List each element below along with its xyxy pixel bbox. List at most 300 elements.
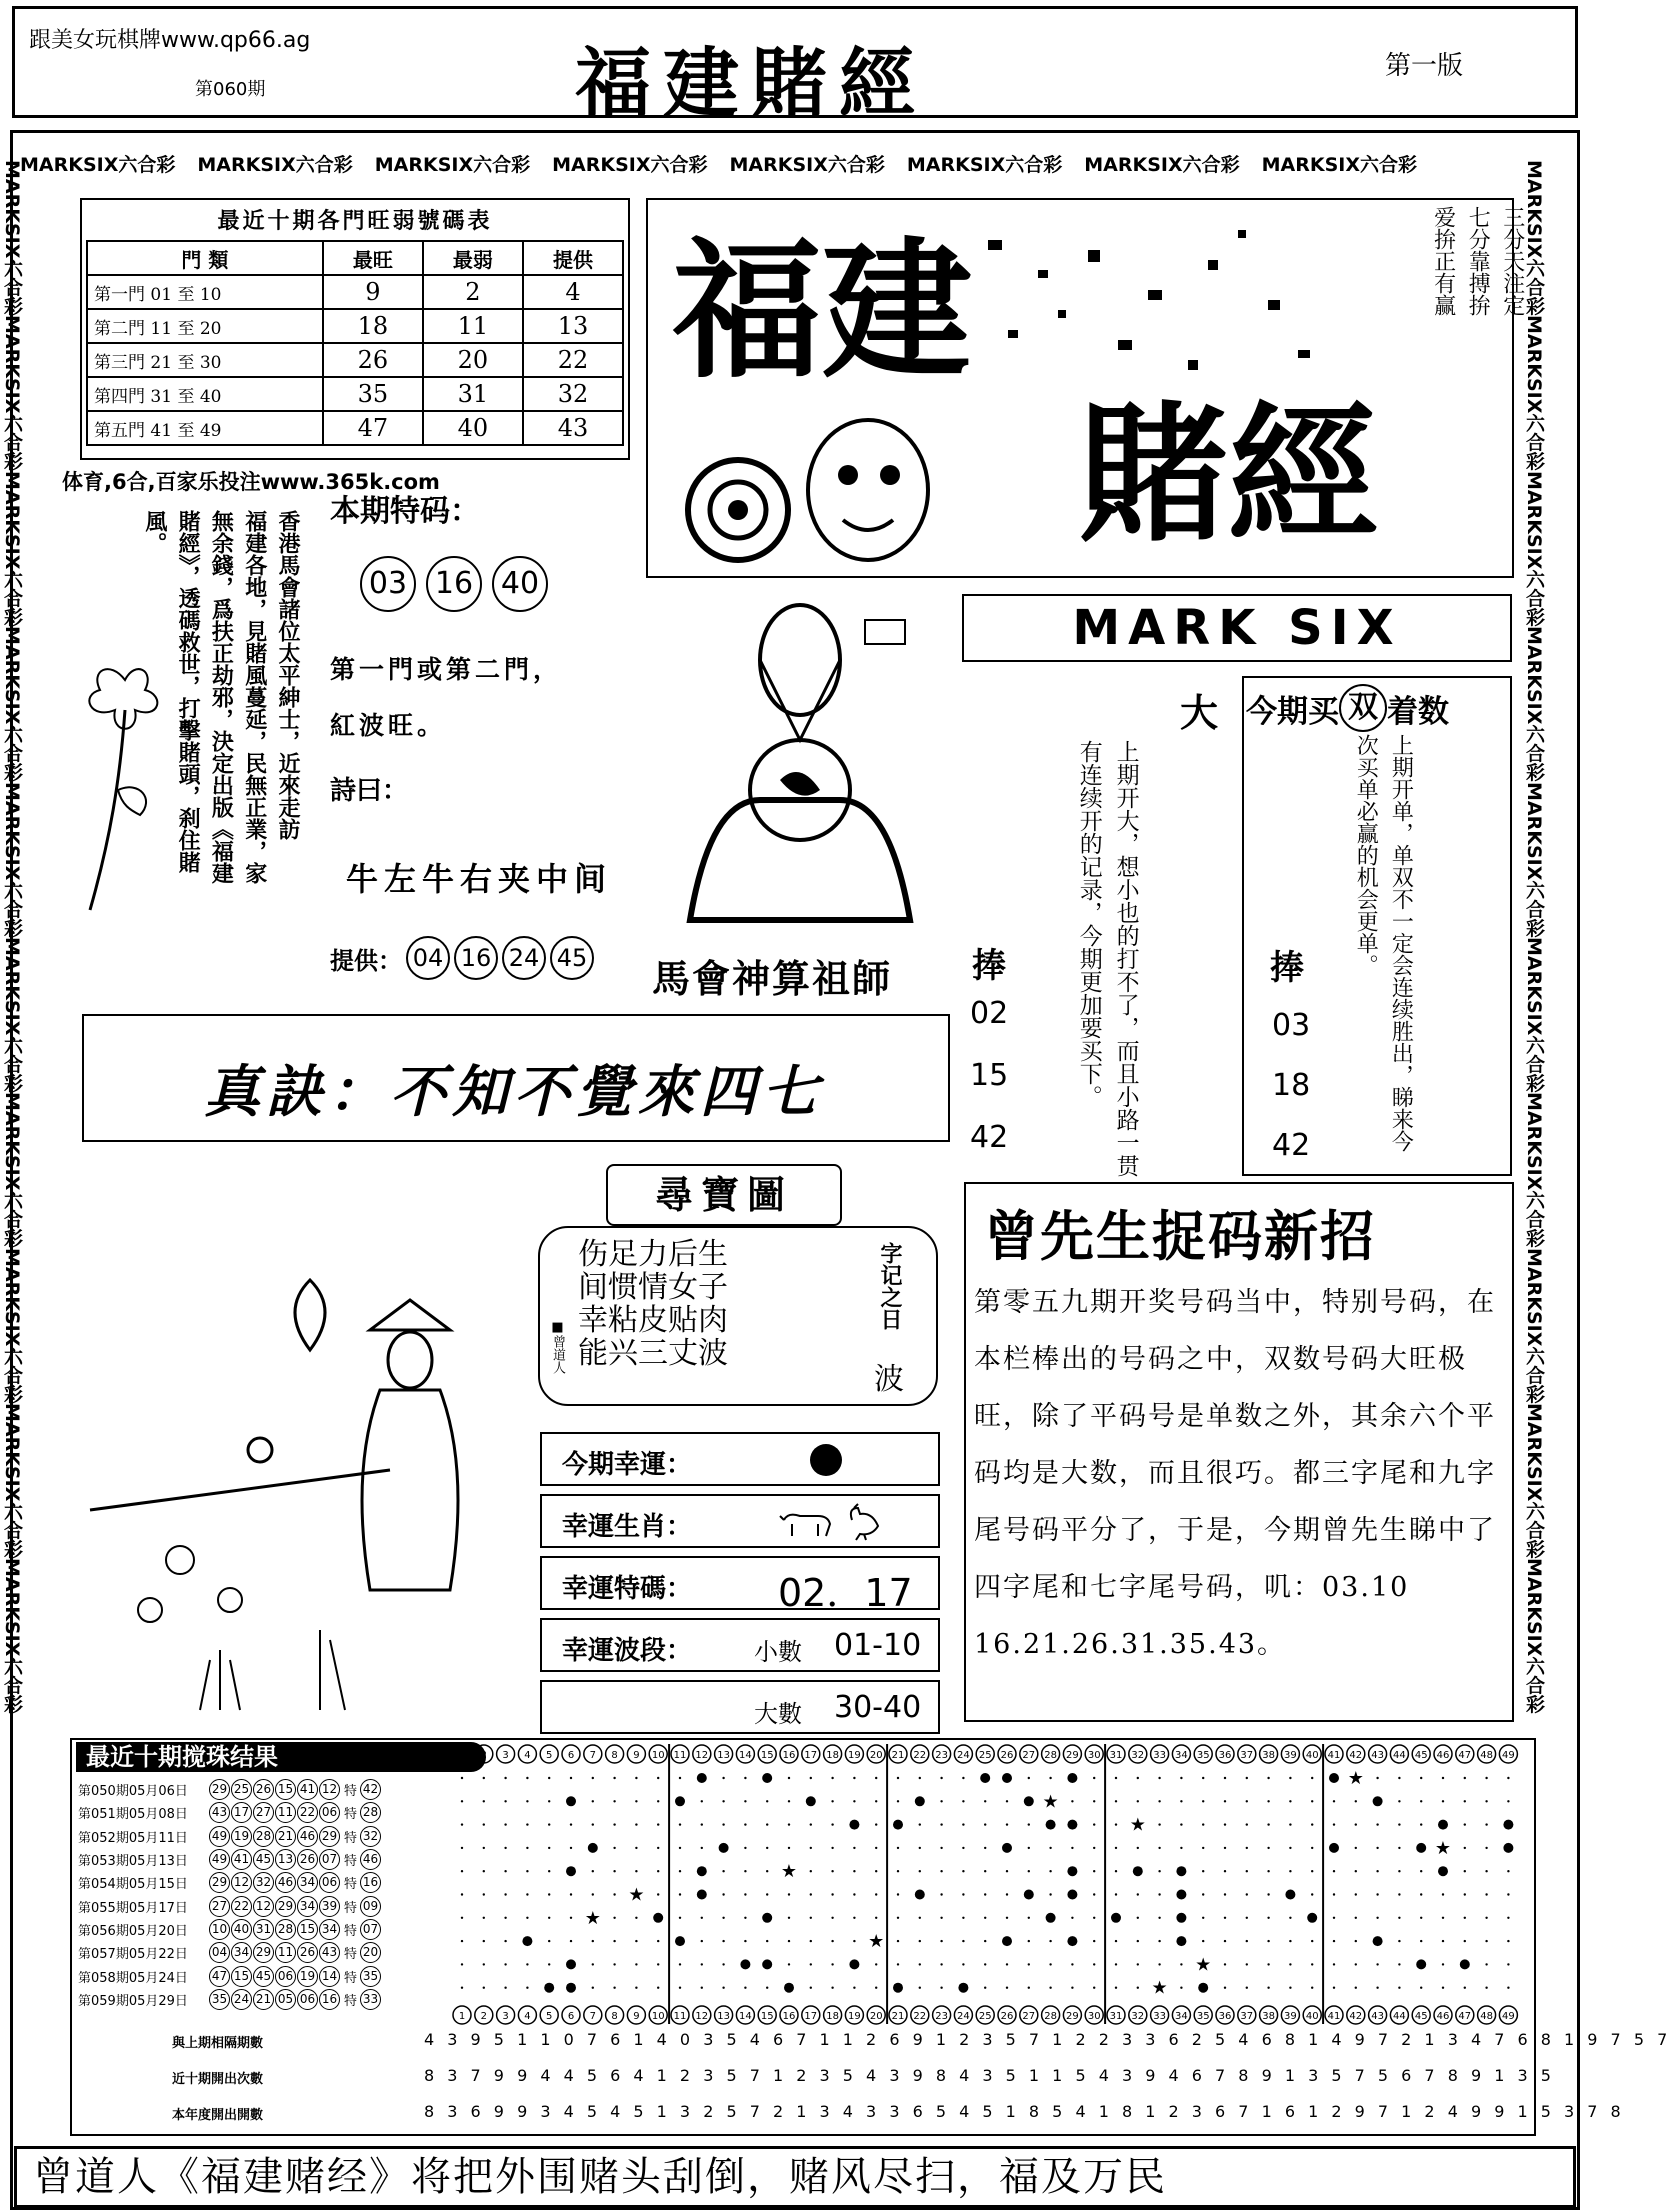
grid-number: 11 — [673, 2011, 687, 2022]
grid-number: 26 — [1000, 2011, 1014, 2022]
draw-ball: 12 — [231, 1872, 252, 1893]
grid-dot — [1485, 1870, 1487, 1872]
grid-number: 25 — [978, 1750, 992, 1761]
grid-dot — [831, 1893, 833, 1895]
grid-number: 41 — [1327, 1750, 1341, 1761]
draw-ball: 47 — [209, 1966, 230, 1987]
lucky-row-4 — [540, 1618, 940, 1672]
draw-dot-mark — [1176, 1890, 1186, 1900]
draw-dot-mark — [806, 1796, 816, 1806]
grid-number: 47 — [1458, 1750, 1472, 1761]
grid-dot — [1202, 1800, 1204, 1802]
grid-dot — [504, 1917, 506, 1919]
grid-dot — [1115, 1940, 1117, 1942]
grid-dot — [1398, 1963, 1400, 1965]
grid-dot — [1333, 1987, 1335, 1989]
grid-dot — [1355, 1963, 1357, 1965]
grid-dot — [831, 1987, 833, 1989]
grid-number: 8 — [611, 1750, 618, 1761]
site-ad[interactable]: 跟美女玩棋牌www.qp66.ag — [29, 28, 311, 53]
grid-dot — [1006, 1823, 1008, 1825]
treasure-side: 字记之日 — [877, 1242, 902, 1330]
grid-dot — [1485, 1777, 1487, 1779]
draw-ball: 29 — [319, 1826, 340, 1847]
grid-dot — [1398, 1823, 1400, 1825]
grid-dot — [613, 1940, 615, 1942]
grid-dot — [962, 1917, 964, 1919]
table-row — [78, 1778, 488, 1801]
draw-dot-mark — [1438, 1866, 1448, 1876]
scatter-texture — [948, 210, 1348, 410]
grid-number: 44 — [1393, 2011, 1406, 2022]
grid-dot — [504, 1963, 506, 1965]
grid-dot — [657, 1800, 659, 1802]
grid-dot — [962, 1847, 964, 1849]
grid-dot — [1028, 1847, 1030, 1849]
grid-dot — [1267, 1800, 1269, 1802]
grid-dot — [483, 1987, 485, 1989]
draw-ball: 29 — [209, 1872, 230, 1893]
grid-dot — [1442, 1940, 1444, 1942]
grid-dot — [1137, 1963, 1139, 1965]
grid-dot — [897, 1963, 899, 1965]
grid-dot — [1333, 1823, 1335, 1825]
grid-dot — [1398, 1777, 1400, 1779]
grid-dot — [1289, 1800, 1291, 1802]
grid-dot — [1246, 1940, 1248, 1942]
strip-label: MARKSIX六合彩 — [1, 470, 23, 627]
grid-dot — [701, 1800, 703, 1802]
row-max: 9 — [323, 275, 423, 309]
marksix-strip-left — [1, 160, 48, 2120]
draw-ball: 49 — [209, 1826, 230, 1847]
special-char: 特 — [344, 1854, 358, 1870]
grid-dot — [657, 1870, 659, 1872]
row-max: 35 — [323, 377, 423, 411]
grid-dot — [1442, 1987, 1444, 1989]
strip-label: MARKSIX六合彩 — [1, 1558, 23, 1714]
grid-dot — [504, 1940, 506, 1942]
draw-dot-mark — [1133, 1866, 1143, 1876]
draw-dot-mark — [1002, 1773, 1012, 1783]
strip-label: MARKSIX六合彩 — [1523, 160, 1545, 316]
grid-dot — [570, 1847, 572, 1849]
treasure-title-box — [606, 1164, 842, 1226]
draw-dot-mark — [762, 1773, 772, 1783]
tip-big-number: 15 — [970, 1058, 1009, 1093]
grid-number: 19 — [848, 2011, 861, 2022]
grid-dot — [766, 1940, 768, 1942]
grid-dot — [1485, 1987, 1487, 1989]
strip-label: MARKSIX六合彩 — [1, 160, 23, 316]
grid-number: 46 — [1436, 2011, 1450, 2022]
grid-dot — [1028, 1987, 1030, 1989]
grid-dot — [984, 1987, 986, 1989]
grid-dot — [592, 1987, 594, 1989]
special-star-mark: ★ — [1434, 1837, 1452, 1859]
special-star-mark: ★ — [1195, 1954, 1212, 1976]
grid-dot — [1202, 1917, 1204, 1919]
grid-number: 9 — [633, 2011, 640, 2022]
grid-dot — [1137, 1777, 1139, 1779]
grid-dot — [1093, 1823, 1095, 1825]
grid-dot — [788, 1823, 790, 1825]
grid-dot — [1115, 1800, 1117, 1802]
grid-dot — [1376, 1917, 1378, 1919]
grid-number: 32 — [1131, 2011, 1145, 2022]
grid-dot — [1202, 1870, 1204, 1872]
grid-dot — [483, 1870, 485, 1872]
tip-odd-box — [1242, 676, 1512, 1176]
grid-number: 25 — [978, 2011, 992, 2022]
draw-dot-mark — [697, 1773, 707, 1783]
row-give: 22 — [523, 343, 623, 377]
row-min: 31 — [423, 377, 523, 411]
draw-ball: 34 — [231, 1942, 252, 1963]
draw-special-ball: 33 — [360, 1989, 381, 2010]
draw-dot-mark — [1198, 1983, 1208, 1993]
tip-odd-bang: 捧 — [1270, 948, 1304, 988]
draw-special-ball: 42 — [360, 1779, 381, 1800]
grid-dot — [1333, 1800, 1335, 1802]
grid-dot — [897, 1777, 899, 1779]
grid-dot — [1158, 1963, 1160, 1965]
grid-number: 22 — [913, 2011, 927, 2022]
grid-dot — [788, 1917, 790, 1919]
footer-label: 與上期相隔期數 — [172, 2036, 264, 2051]
treasure-signer: ■曾道人 — [550, 1320, 565, 1374]
grid-number: 18 — [826, 1750, 839, 1761]
draw-ball: 34 — [319, 1919, 340, 1940]
grid-number: 35 — [1196, 2011, 1210, 2022]
grid-dot — [810, 1847, 812, 1849]
grid-number: 48 — [1480, 1750, 1493, 1761]
draw-ball: 19 — [297, 1966, 318, 1987]
grid-number: 36 — [1218, 2011, 1232, 2022]
grid-dot — [1115, 1963, 1117, 1965]
draw-special-ball: 35 — [360, 1966, 381, 1987]
grid-dot — [1355, 1823, 1357, 1825]
grid-dot — [1158, 1847, 1160, 1849]
grid-dot — [1071, 1917, 1073, 1919]
draw-ball: 45 — [253, 1966, 274, 1987]
grid-dot — [1202, 1940, 1204, 1942]
grid-dot — [461, 1777, 463, 1779]
draw-date: 第050期05月06日 — [78, 1784, 188, 1800]
grid-number: 44 — [1393, 1750, 1406, 1761]
grid-number: 34 — [1175, 1750, 1188, 1761]
draw-ball: 40 — [231, 1919, 252, 1940]
grid-dot — [1333, 1963, 1335, 1965]
grid-dot — [962, 1893, 964, 1895]
grid-dot — [810, 1917, 812, 1919]
special-title: 本期特码： — [330, 494, 480, 529]
grid-number: 38 — [1262, 2011, 1275, 2022]
bottom-banner-text: 曾道人《福建赌经》将把外围赌头刮倒，赌风尽扫，福及万民 — [33, 2154, 1167, 2200]
draw-date: 第054期05月15日 — [78, 1877, 188, 1893]
recent-box — [70, 1738, 1671, 2136]
grid-dot — [1028, 1777, 1030, 1779]
grid-dot — [1420, 1800, 1422, 1802]
grid-dot — [1006, 1963, 1008, 1965]
grid-dot — [1224, 1777, 1226, 1779]
strip-label: MARKSIX六合彩 — [1261, 154, 1417, 176]
draw-dot-mark — [784, 1983, 794, 1993]
draw-ball: 15 — [231, 1966, 252, 1987]
tip-big-number: 02 — [970, 996, 1009, 1031]
grid-dot — [1246, 1847, 1248, 1849]
grid-dot — [962, 1800, 964, 1802]
grid-number: 12 — [695, 2011, 709, 2022]
grid-dot — [483, 1777, 485, 1779]
grid-dot — [875, 1847, 877, 1849]
row-min: 20 — [423, 343, 523, 377]
grid-dot — [1028, 1940, 1030, 1942]
grid-dot — [1289, 1917, 1291, 1919]
grid-dot — [1180, 1823, 1182, 1825]
draw-dot-mark — [544, 1983, 554, 1993]
grid-dot — [875, 1917, 877, 1919]
grid-dot — [810, 1893, 812, 1895]
draw-dot-mark — [675, 1796, 685, 1806]
draw-date: 第055期05月17日 — [78, 1900, 188, 1916]
grid-dot — [1289, 1823, 1291, 1825]
grid-dot — [1507, 1940, 1509, 1942]
table-row — [87, 275, 623, 309]
zeng-body: 第零五九期开奖号码当中，特别号码，在本栏棒出的号码之中，双数号码大旺极旺，除了平码号是单数之外，其余六个平码均是大数，而且很巧。都三字尾和九字尾号码平分了，于是，今期曾先生睇中了四字尾和七字尾号码，叽：03.10 16.21.26.31.35.43。 — [974, 1287, 1496, 1660]
lucky-label: 幸運特碼： — [562, 1574, 693, 1604]
treasure-scroll — [538, 1226, 938, 1406]
grid-dot — [1420, 1917, 1422, 1919]
grid-dot — [1006, 1893, 1008, 1895]
grid-dot — [526, 1963, 528, 1965]
grid-dot — [1376, 1893, 1378, 1895]
grid-dot — [744, 1870, 746, 1872]
grid-dot — [831, 1823, 833, 1825]
grid-dot — [1049, 1847, 1051, 1849]
grid-dot — [1442, 1963, 1444, 1965]
draw-special-ball: 46 — [360, 1849, 381, 1870]
draw-grid — [442, 1744, 1532, 2024]
grid-dot — [1420, 1823, 1422, 1825]
grid-dot — [701, 1940, 703, 1942]
grid-dot — [722, 1893, 724, 1895]
grid-dot — [722, 1940, 724, 1942]
grid-dot — [483, 1823, 485, 1825]
tip-odd-head-a: 今期买 — [1246, 693, 1339, 730]
grid-dot — [570, 1940, 572, 1942]
grid-dot — [613, 1987, 615, 1989]
strip-label: MARKSIX六合彩 — [1084, 154, 1240, 176]
grid-dot — [679, 1777, 681, 1779]
draw-ball: 32 — [253, 1872, 274, 1893]
grid-dot — [592, 1940, 594, 1942]
intro-col: 賭經》，透碼救世，打擊賭頭，刹住賭 — [175, 510, 201, 873]
grid-number: 45 — [1414, 2011, 1428, 2022]
grid-number: 5 — [546, 1750, 553, 1761]
provide-row — [330, 936, 594, 980]
stats-table-title: 最近十期各門旺弱號碼表 — [217, 209, 493, 234]
special-numbers — [360, 556, 548, 612]
provide-number: 04 — [406, 936, 450, 980]
special-char: 特 — [344, 1923, 358, 1939]
grid-dot — [722, 1870, 724, 1872]
special-star-mark: ★ — [1151, 1977, 1168, 1999]
poem-col: 爱拚正有赢 — [1430, 206, 1456, 316]
grid-dot — [1355, 1847, 1357, 1849]
strip-label: MARKSIX六合彩 — [906, 154, 1063, 176]
draw-dot-mark — [1067, 1890, 1077, 1900]
draw-ball: 19 — [231, 1826, 252, 1847]
grid-dot — [1093, 1893, 1095, 1895]
grid-number: 13 — [717, 1750, 730, 1761]
grid-dot — [701, 1823, 703, 1825]
right-poem — [1428, 206, 1526, 316]
grid-dot — [679, 1963, 681, 1965]
table-row — [78, 1848, 488, 1871]
header-min: 最弱 — [423, 241, 523, 275]
grid-dot — [461, 1917, 463, 1919]
grid-dot — [592, 1963, 594, 1965]
grid-dot — [919, 1847, 921, 1849]
grid-dot — [657, 1963, 659, 1965]
grid-dot — [984, 1823, 986, 1825]
row-give: 43 — [523, 411, 623, 445]
grid-dot — [461, 1940, 463, 1942]
grid-dot — [853, 1917, 855, 1919]
grid-dot — [1049, 1870, 1051, 1872]
grid-dot — [1398, 1917, 1400, 1919]
grid-dot — [1093, 1987, 1095, 1989]
row-max: 18 — [323, 309, 423, 343]
poem-label: 詩曰： — [330, 776, 409, 806]
grid-dot — [613, 1917, 615, 1919]
draw-dot-mark — [1460, 1959, 1470, 1969]
grid-dot — [1311, 1870, 1313, 1872]
table-row — [78, 1894, 488, 1917]
grid-dot — [1442, 1777, 1444, 1779]
grid-dot — [461, 1847, 463, 1849]
draw-ball: 06 — [319, 1872, 340, 1893]
grid-dot — [984, 1870, 986, 1872]
grid-dot — [461, 1963, 463, 1965]
grid-dot — [461, 1870, 463, 1872]
grid-dot — [1464, 1800, 1466, 1802]
tip-odd-number: 18 — [1272, 1068, 1311, 1103]
grid-dot — [657, 1847, 659, 1849]
grid-dot — [1464, 1847, 1466, 1849]
grid-dot — [613, 1963, 615, 1965]
draw-ball: 43 — [319, 1942, 340, 1963]
special-char: 特 — [344, 1877, 358, 1893]
grid-dot — [1267, 1777, 1269, 1779]
special-char: 特 — [344, 1970, 358, 1986]
grid-dot — [766, 1893, 768, 1895]
lucky-row-3 — [540, 1556, 940, 1615]
draw-dot-mark — [1438, 1820, 1448, 1830]
grid-number: 28 — [1044, 1750, 1057, 1761]
grid-dot — [810, 1823, 812, 1825]
grid-dot — [1093, 1963, 1095, 1965]
logo-box — [646, 198, 1525, 578]
marksix-strip-top — [20, 150, 1560, 180]
grid-dot — [1507, 1870, 1509, 1872]
strip-label: MARKSIX六合彩 — [1, 1403, 23, 1559]
grid-number: 2 — [480, 2011, 487, 2022]
draw-ball: 34 — [297, 1872, 318, 1893]
sports-ad[interactable]: 体育,6合,百家乐投注www.365k.com — [62, 470, 440, 494]
draw-dot-mark — [1046, 1913, 1056, 1923]
grid-dot — [483, 1940, 485, 1942]
poem-text: 牛左牛右夹中间 — [346, 860, 613, 898]
grid-dot — [657, 1940, 659, 1942]
grid-number: 27 — [1022, 1750, 1036, 1761]
draw-dot-mark — [719, 1843, 729, 1853]
strip-label: MARKSIX六合彩 — [1523, 781, 1545, 937]
grid-dot — [722, 1823, 724, 1825]
logo-big-a: 福建 — [672, 223, 973, 399]
grid-dot — [1028, 1823, 1030, 1825]
grid-number: 6 — [567, 1750, 575, 1761]
grid-number: 39 — [1284, 1750, 1297, 1761]
row-min: 2 — [423, 275, 523, 309]
draw-dot-mark — [958, 1983, 968, 1993]
grid-dot — [548, 1963, 550, 1965]
grid-dot — [1158, 1917, 1160, 1919]
draw-dot-mark — [588, 1843, 598, 1853]
grid-dot — [831, 1847, 833, 1849]
draw-ball: 29 — [275, 1896, 296, 1917]
strip-label: MARKSIX六合彩 — [552, 154, 708, 176]
grid-dot — [1464, 1823, 1466, 1825]
strip-label: MARKSIX六合彩 — [374, 154, 531, 176]
grid-dot — [962, 1823, 964, 1825]
grid-number: 26 — [1000, 1750, 1014, 1761]
grid-number: 16 — [782, 1750, 796, 1761]
grid-dot — [1420, 1987, 1422, 1989]
grid-dot — [1485, 1847, 1487, 1849]
draw-dot-mark — [980, 1773, 990, 1783]
footer-numbers: 8 3 7 9 9 4 4 5 6 4 1 2 3 5 7 1 2 3 5 4 3 9 8 4 3 5 1 1 5 4 3 9 4 6 7 8 9 1 3 5 7 5 6 7 8 9 1 3 5 — [424, 2066, 1555, 2085]
grid-number: 10 — [651, 1750, 665, 1761]
footer-label: 近十期開出次數 — [172, 2072, 264, 2087]
marksix-text: MARK SIX — [1072, 600, 1402, 656]
grid-dot — [897, 1800, 899, 1802]
grid-dot — [875, 1870, 877, 1872]
grid-dot — [701, 1917, 703, 1919]
grid-dot — [1093, 1777, 1095, 1779]
grid-dot — [1115, 1870, 1117, 1872]
grid-number: 15 — [760, 1750, 774, 1761]
grid-dot — [548, 1870, 550, 1872]
grid-number: 34 — [1175, 2011, 1188, 2022]
grid-dot — [483, 1917, 485, 1919]
grid-dot — [1464, 1917, 1466, 1919]
grid-number: 36 — [1218, 1750, 1232, 1761]
grid-dot — [657, 1823, 659, 1825]
row-category: 第一門 01 至 10 — [87, 275, 323, 309]
grid-dot — [1180, 1847, 1182, 1849]
draw-dot-mark — [1176, 1936, 1186, 1946]
grid-dot — [875, 1777, 877, 1779]
rooster-icon — [842, 1502, 884, 1542]
grid-dot — [1137, 1987, 1139, 1989]
grid-dot — [810, 1870, 812, 1872]
grid-number: 29 — [1066, 1750, 1079, 1761]
draw-ball: 13 — [275, 1849, 296, 1870]
grid-number: 27 — [1022, 2011, 1036, 2022]
draw-dot-mark — [1373, 1936, 1383, 1946]
